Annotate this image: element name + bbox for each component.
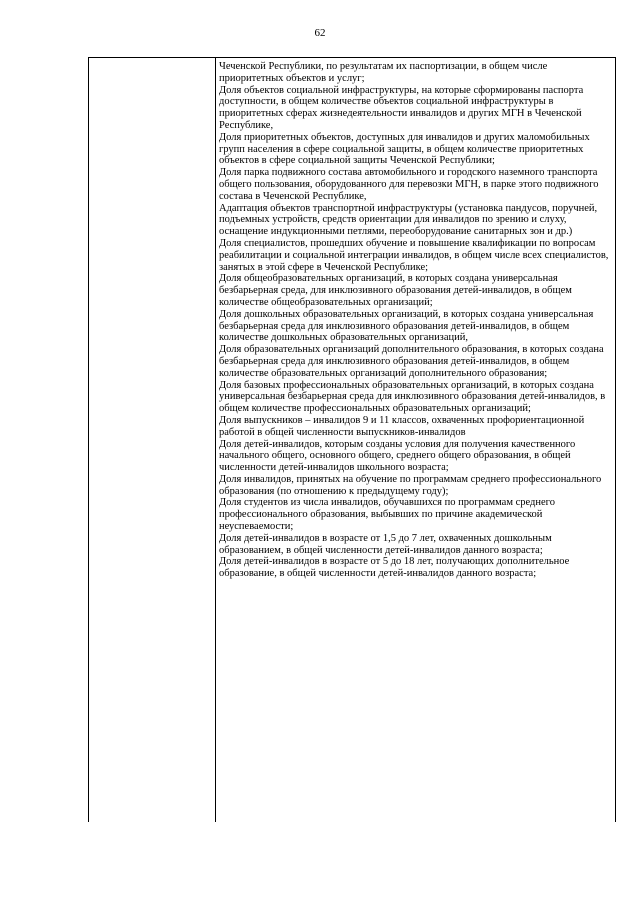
indicator-entry: Доля дошкольных образовательных организаций, в которых создана универсальная безбарьерная среда для инклюзивного образования детей-инвалидов, в общем количестве дошкольных образовательных организаций,: [219, 308, 594, 344]
indicator-entry: Доля детей-инвалидов в возрасте от 1,5 до 7 лет, охваченных дошкольным образованием, в общей численности детей-инвалидов данного возраста;: [219, 532, 552, 556]
indicator-entry: Доля выпускников – инвалидов 9 и 11 классов, охваченных профориентационной работой в общей численности выпускников-инвалидов: [219, 414, 585, 438]
indicator-entry: Доля базовых профессиональных образовательных организаций, в которых создана универсальная безбарьерная среда для инклюзивного образования детей-инвалидов, в общем количестве профессиональных образовательных организаций;: [219, 379, 606, 415]
indicators-cell: [219, 61, 611, 580]
indicator-entry: Доля специалистов, прошедших обучение и повышение квалификации по вопросам реабилитации и социальной интеграции инвалидов, в общем числе всех специалистов, занятых в этой сфере в Чеченской Республике;: [219, 237, 609, 273]
indicator-entry: Доля парка подвижного состава автомобильного и городского наземного транспорта общего пользования, оборудованного для перевозки МГН, в парке этого подвижного состава в Чеченской Республике,: [219, 167, 599, 202]
indicator-entry: Доля объектов социальной инфраструктуры, на которые сформированы паспорта доступности, в общем количестве объектов социальной инфраструктуры в приоритетных сферах жизнедеятельности инвалидов и других МГН в Чеченской Республике,: [219, 84, 584, 131]
indicator-entry: Доля общеобразовательных организаций, в которых создана универсальная безбарьерная среда, для инклюзивного образования детей-инвалидов, в общем количестве общеобразовательных организаций;: [219, 273, 572, 308]
indicator-entry: Доля инвалидов, принятых на обучение по программам среднего профессионального образования (по отношению к предыдущему году);: [219, 473, 602, 497]
indicator-entry: Доля приоритетных объектов, доступных для инвалидов и других маломобильных групп населения в сфере социальной защиты, в общем количестве приоритетных объектов в сфере социальной защиты Чеченской Республики;: [219, 131, 590, 167]
page-number: 62: [314, 27, 326, 39]
indicator-entry: Доля детей-инвалидов в возрасте от 5 до 18 лет, получающих дополнительное образование, в общей численности детей-инвалидов данного возраста;: [219, 556, 570, 580]
indicators-table: [88, 57, 616, 822]
indicator-entry: Доля детей-инвалидов, которым созданы условия для получения качественного начального общего, основного общего, среднего общего образования, в общей численности детей-инвалидов школьного возраста;: [219, 438, 576, 474]
column-divider: [215, 58, 216, 822]
indicator-entry: Доля образовательных организаций дополнительного образования, в которых создана безбарьерная среда для инклюзивного образования детей-инвалидов, в общем количестве образовательных организаций дополнительного образования;: [219, 344, 604, 379]
indicator-entry: Доля студентов из числа инвалидов, обучавшихся по программам среднего профессионального образования, выбывших по причине академической неуспеваемости;: [219, 497, 555, 533]
indicator-entry: Чеченской Республики, по результатам их паспортизации, в общем числе приоритетных объектов и услуг;: [219, 61, 548, 84]
indicator-entry: Адаптация объектов транспортной инфраструктуры (установка пандусов, поручней, подъемных устройств, средств ориентации для инвалидов по зрению и слуху, оснащение индукционными петлями, переоборудование санитарных зон и др.): [219, 202, 598, 238]
